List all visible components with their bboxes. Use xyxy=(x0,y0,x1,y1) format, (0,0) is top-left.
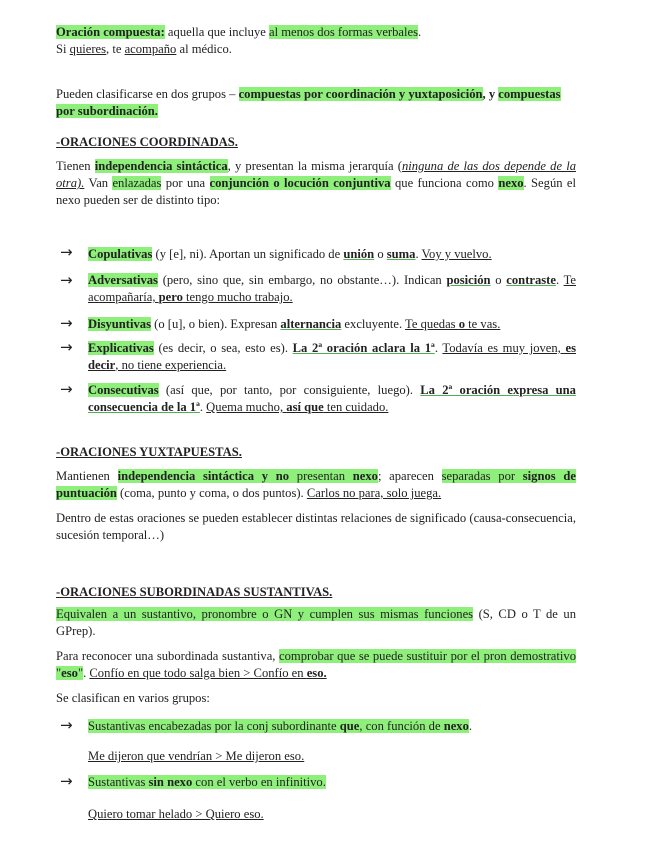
arrow-icon: → xyxy=(60,380,73,398)
sustantivas-definition: Equivalen a un sustantivo, pronombre o GN y cumplen sus mismas funciones (S, CD o T de un GPrep). xyxy=(56,607,576,638)
list-item-explicativas: Explicativas (es decir, o sea, esto es). La 2ª oración aclara la 1ª. Todavía es muy joven, es decir, no tiene experiencia. xyxy=(88,341,577,372)
heading-sustantivas: -ORACIONES SUBORDINADAS SUSTANTIVAS. xyxy=(56,585,333,599)
sustantivas-groups-intro: Se clasifican en varios grupos: xyxy=(56,691,210,705)
yuxtapuestas-relations: Dentro de estas oraciones se pueden establecer distintas relaciones de significado (causa-consecuencia, sucesión temporal…) xyxy=(56,511,576,542)
arrow-icon: → xyxy=(60,314,73,332)
definition-compound: Oración compuesta: aquella que incluye al menos dos formas verbales. Si quieres, te acompaño al médico. xyxy=(56,25,422,56)
arrow-icon: → xyxy=(60,338,73,356)
heading-coordinadas: -ORACIONES COORDINADAS. xyxy=(56,135,238,149)
list-item-copulativas: Copulativas (y [e], ni). Aportan un significado de unión o suma. Voy y vuelvo. xyxy=(88,247,492,261)
list-item-disyuntivas: Disyuntivas (o [u], o bien). Expresan alternancia excluyente. Te quedas o te vas. xyxy=(88,317,501,331)
arrow-icon: → xyxy=(60,716,73,734)
list-item-adversativas: Adversativas (pero, sino que, sin embargo, no obstante…). Indican posición o contraste. Te acompañaría, pero tengo mucho trabajo. xyxy=(88,273,577,304)
term-oracion-compuesta: Oración compuesta: xyxy=(56,25,165,39)
list-item-consecutivas: Consecutivas (así que, por tanto, por consiguiente, luego). La 2ª oración expresa una consecuencia de la 1ª. Quema mucho, así que ten cuidado. xyxy=(88,383,576,414)
coordinadas-description: Tienen independencia sintáctica, y presentan la misma jerarquía (ninguna de las dos depende de la otra). Van enlazadas por una conjunción o locución conjuntiva que funciona como nexo. Según el nexo pueden ser de distinto tipo: xyxy=(56,159,577,207)
arrow-icon: → xyxy=(60,243,73,261)
classification-paragraph: Pueden clasificarse en dos grupos – compuestas por coordinación y yuxtaposición, y compuestas por subordinación. xyxy=(56,87,561,118)
yuxtapuestas-description: Mantienen independencia sintáctica y no presentan nexo; aparecen separadas por signos de puntuación (coma, punto y coma, o dos puntos). Carlos no para, solo juega. xyxy=(56,469,576,500)
group-que-example: Me dijeron que vendrían > Me dijeron eso. xyxy=(88,749,305,763)
arrow-icon: → xyxy=(60,772,73,790)
group-sin-nexo: Sustantivas sin nexo con el verbo en infinitivo. xyxy=(88,775,326,789)
sustantivas-test: Para reconocer una subordinada sustantiva, comprobar que se puede sustituir por el pron demostrativo "eso". Confío en que todo salga bien > Confío en eso. xyxy=(56,649,576,680)
heading-yuxtapuestas: -ORACIONES YUXTAPUESTAS. xyxy=(56,445,242,459)
arrow-icon: → xyxy=(60,271,73,289)
group-que: Sustantivas encabezadas por la conj subordinante que, con función de nexo. xyxy=(88,719,473,733)
group-sin-nexo-example: Quiero tomar helado > Quiero eso. xyxy=(88,807,264,821)
